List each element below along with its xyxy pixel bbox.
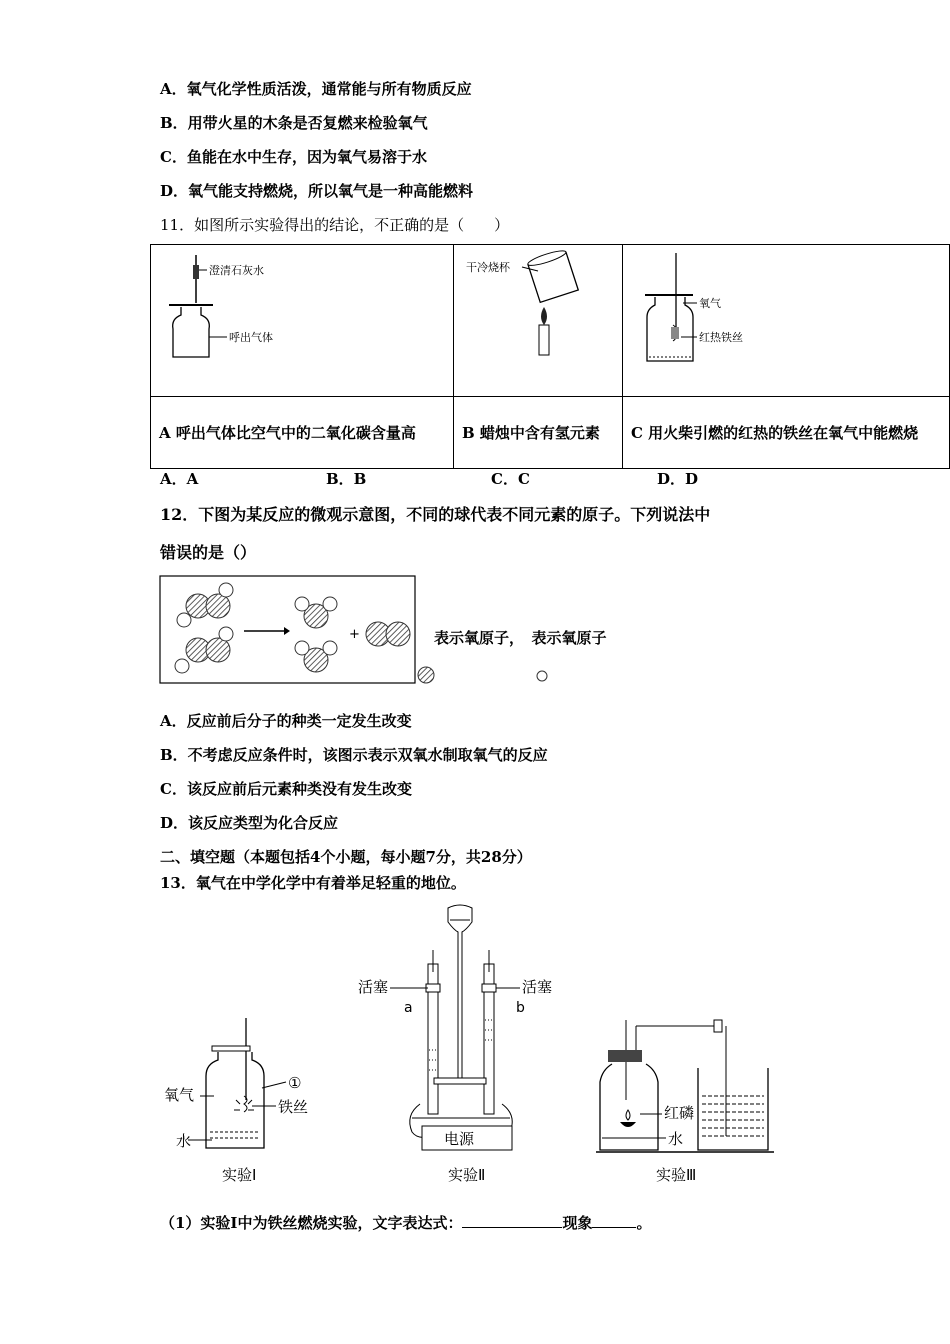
q12-option-c: C．该反应前后元素种类没有发生改变 xyxy=(160,780,412,798)
q12-stem-line2: 错误的是（） xyxy=(160,543,257,562)
exp2-caption: 实验Ⅱ xyxy=(448,1166,486,1184)
fig-a-label-limewater: 澄清石灰水 xyxy=(209,264,264,277)
q11-figure-a xyxy=(151,245,454,397)
q11-answer-c: C．C xyxy=(491,470,530,488)
exp3-label-water: 水 xyxy=(668,1130,684,1148)
exp3-caption: 实验Ⅲ xyxy=(656,1166,697,1184)
q10-option-b: B．用带火星的木条是否复燃来检验氧气 xyxy=(160,114,428,132)
q10-option-d: D．氧气能支持燃烧，所以氧气是一种高能燃料 xyxy=(160,182,474,200)
q13-sub1-answer-blank-2[interactable] xyxy=(592,1213,636,1228)
exp2-label-valve-left: 活塞 xyxy=(358,978,389,996)
q12-option-a: A．反应前后分子的种类一定发生改变 xyxy=(160,712,412,730)
q11-stem: 11．如图所示实验得出的结论，不正确的是（ ） xyxy=(160,216,510,234)
q13-sub1-prefix: （1）实验Ⅰ中为铁丝燃烧实验，文字表达式： xyxy=(160,1214,463,1232)
q10-option-c: C．鱼能在水中生存，因为氧气易溶于水 xyxy=(160,148,427,166)
q13-apparatus-figure xyxy=(150,900,790,1200)
q11-caption-c: C 用火柴引燃的红热的铁丝在氧气中能燃烧 xyxy=(623,397,950,469)
q11-caption-b: B 蜡烛中含有氢元素 xyxy=(454,397,623,469)
exp3-red-phosphorus-apparatus xyxy=(596,1020,774,1184)
q12-stem-line1: 12．下图为某反应的微观示意图，不同的球代表不同元素的原子。下列说法中 xyxy=(160,505,711,524)
exp2-label-power: 电源 xyxy=(444,1130,475,1148)
exp2-label-b: b xyxy=(516,1000,525,1016)
exp1-label-marker: ① xyxy=(288,1074,302,1092)
reaction-plus: + xyxy=(349,627,360,642)
exp1-label-wire: 铁丝 xyxy=(278,1098,309,1116)
q11-answer-d: D．D xyxy=(657,470,699,488)
q11-caption-a: A 呼出气体比空气中的二氧化碳含量高 xyxy=(151,397,454,469)
q13-sub1-mid: 现象 xyxy=(562,1214,593,1232)
exp2-electrolysis-apparatus xyxy=(358,905,552,1184)
q12-legend-text: 表示氧原子， 表示氧原子 xyxy=(434,629,607,647)
fig-b-label-beaker: 干冷烧杯 xyxy=(466,261,510,274)
exp1-label-oxygen: 氧气 xyxy=(164,1086,195,1104)
exp1-label-water: 水 xyxy=(176,1132,192,1150)
q12-option-b: B．不考虑反应条件时，该图示表示双氧水制取氧气的反应 xyxy=(160,746,548,764)
q13-sub1-end: 。 xyxy=(636,1214,652,1232)
q10-option-a: A．氧气化学性质活泼，通常能与所有物质反应 xyxy=(160,80,472,98)
q11-answer-b: B．B xyxy=(326,470,367,488)
q12-option-d: D．该反应类型为化合反应 xyxy=(160,814,339,832)
fig-c-label-wire: 红热铁丝 xyxy=(699,331,743,344)
q13-stem: 13．氧气在中学化学中有着举足轻重的地位。 xyxy=(160,874,466,892)
q11-table xyxy=(150,244,950,464)
q11-figure-b xyxy=(454,245,623,397)
exp2-label-valve-right: 活塞 xyxy=(522,978,553,996)
legend-open-atom xyxy=(537,671,547,681)
legend-hatched-atom xyxy=(418,667,434,683)
fig-c-label-oxygen: 氧气 xyxy=(699,297,721,310)
exp1-caption: 实验Ⅰ xyxy=(222,1166,257,1184)
q13-sub1 xyxy=(160,1212,652,1233)
exp3-label-phosphorus: 红磷 xyxy=(664,1104,695,1122)
section2-title: 二、填空题（本题包括4个小题，每小题7分，共28分） xyxy=(160,848,532,866)
exp1-iron-wire-apparatus xyxy=(164,1018,308,1184)
q11-figure-c xyxy=(623,245,950,397)
fig-a-label-breath: 呼出气体 xyxy=(229,331,273,344)
q13-sub1-answer-blank-1[interactable] xyxy=(462,1213,562,1228)
q11-answer-a: A．A xyxy=(160,470,199,488)
exp2-label-a: a xyxy=(404,1000,413,1016)
